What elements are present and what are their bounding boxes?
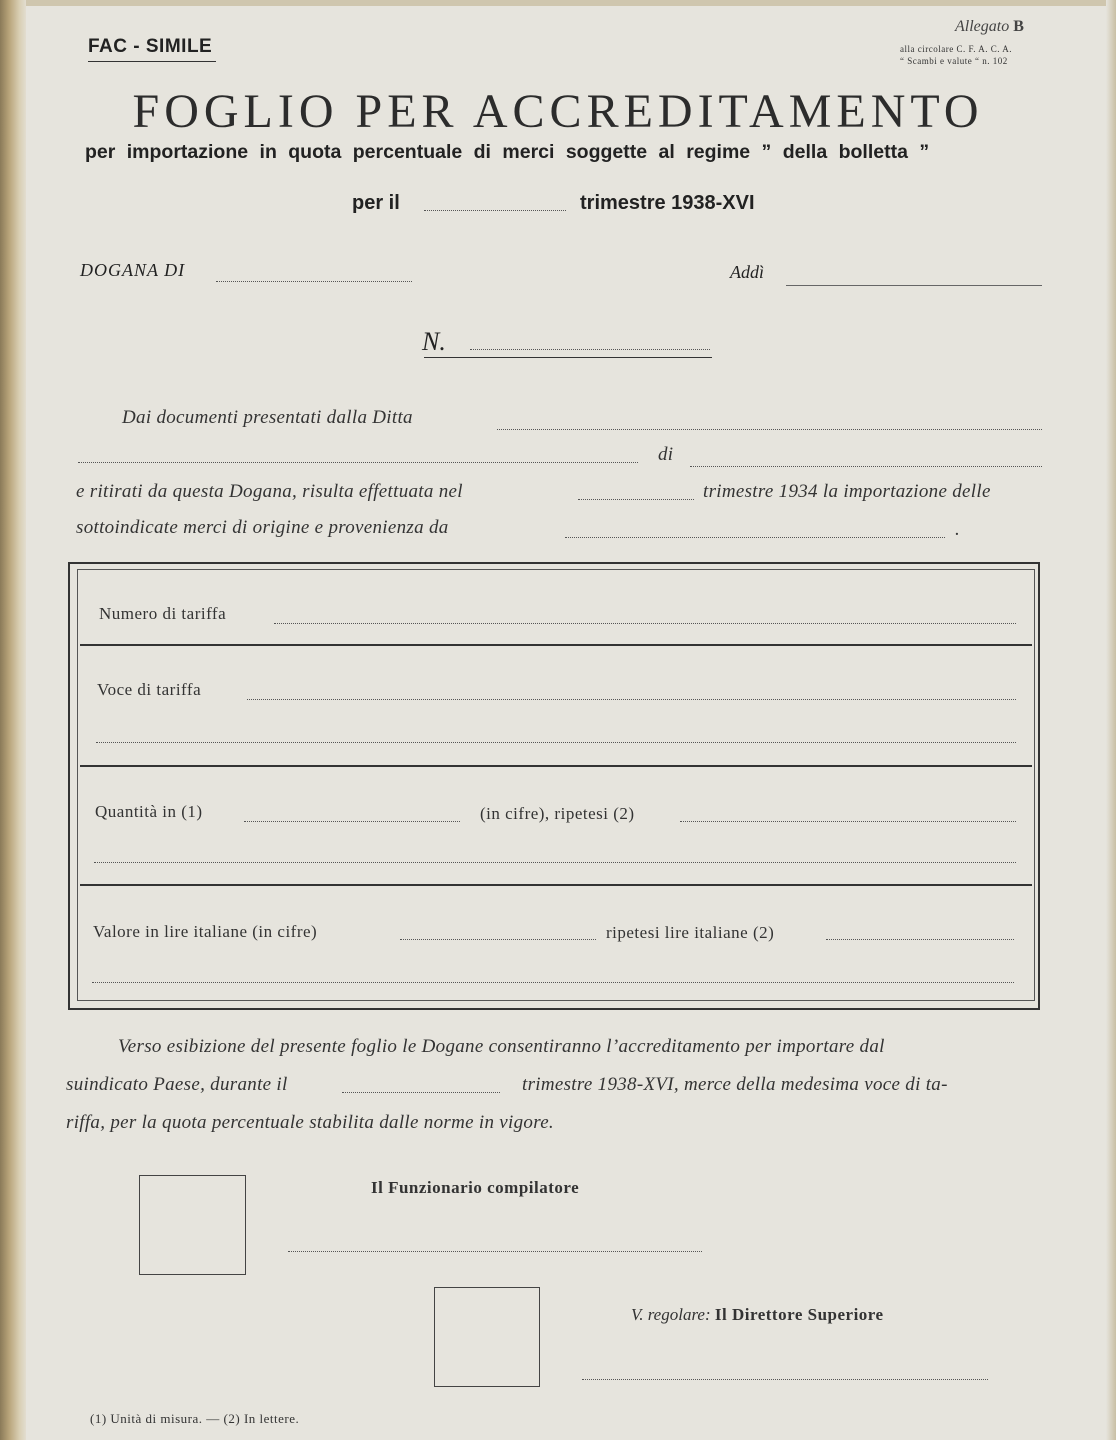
sottoindicate-label: sottoindicate merci di origine e provenienza da	[76, 517, 449, 538]
di-label: di	[658, 444, 674, 465]
quantita-field-2[interactable]	[94, 862, 1016, 863]
voce-tariffa-label: Voce di tariffa	[97, 680, 202, 699]
page-right-edge	[1106, 0, 1116, 1440]
addi-label: Addì	[730, 262, 764, 282]
row-separator-1	[80, 644, 1032, 646]
circolare-line-1: alla circolare C. F. A. C. A.	[900, 44, 1013, 54]
footnote: (1) Unità di misura. — (2) In lettere.	[90, 1411, 300, 1426]
direttore-signature-field[interactable]	[582, 1379, 988, 1380]
valore-lettere-field[interactable]	[826, 939, 1014, 940]
stamp-box-direttore	[434, 1287, 540, 1387]
trimestre-1934-label: trimestre 1934 la importazione delle	[703, 481, 991, 502]
dogana-label: DOGANA DI	[80, 260, 186, 280]
numero-tariffa-field[interactable]	[274, 623, 1016, 624]
ritirati-field[interactable]	[578, 499, 694, 500]
verso-trimestre-field[interactable]	[342, 1092, 500, 1093]
ditta-field[interactable]	[497, 429, 1042, 430]
valore-label: Valore in lire italiane (in cifre)	[93, 922, 318, 941]
verso-line-2a: suindicato Paese, durante il	[66, 1074, 288, 1095]
verso-line-3: riffa, per la quota percentuale stabilita dalle norme in vigore.	[66, 1112, 554, 1133]
quantita-lettere-field[interactable]	[680, 821, 1016, 822]
allegato-label	[955, 18, 1024, 36]
page-title: FOGLIO PER ACCREDITAMENTO	[132, 85, 984, 138]
number-underline	[424, 357, 712, 358]
allegato-text: Allegato	[955, 18, 1010, 35]
dogana-field[interactable]	[216, 281, 412, 282]
book-binding	[0, 0, 26, 1440]
provenienza-field[interactable]	[565, 537, 945, 538]
fac-simile-label: FAC - SIMILE	[88, 36, 213, 57]
voce-tariffa-field-2[interactable]	[96, 742, 1016, 743]
addi-field[interactable]	[786, 285, 1042, 286]
di-field[interactable]	[690, 466, 1042, 467]
v-regolare-label: V. regolare:	[631, 1305, 711, 1324]
numero-tariffa-label: Numero di tariffa	[99, 604, 227, 623]
funzionario-signature-field[interactable]	[288, 1251, 702, 1252]
period-field[interactable]	[424, 210, 566, 211]
fac-simile-underline	[88, 61, 216, 62]
funzionario-label: Il Funzionario compilatore	[371, 1178, 580, 1197]
period-prefix: per il	[352, 192, 400, 214]
number-field[interactable]	[470, 349, 710, 350]
verso-line-1: Verso esibizione del presente foglio le Dogane consentiranno l’accreditamento per importare dal	[118, 1036, 885, 1057]
ditta-field-2[interactable]	[78, 462, 638, 463]
number-label: N.	[422, 327, 446, 356]
row-separator-3	[80, 884, 1032, 886]
ritirati-label: e ritirati da questa Dogana, risulta effettuata nel	[76, 481, 463, 502]
allegato-letter: B	[1013, 18, 1024, 35]
verso-line-2b: trimestre 1938-XVI, merce della medesima voce di ta-	[522, 1074, 948, 1095]
period-suffix: trimestre 1938-XVI	[580, 192, 755, 214]
period-end: .	[955, 519, 961, 540]
valore-field-2[interactable]	[92, 982, 1014, 983]
valore-cifre-field[interactable]	[400, 939, 596, 940]
circolare-line-2: “ Scambi e valute “ n. 102	[900, 56, 1008, 66]
page-subtitle: per importazione in quota percentuale di merci soggette al regime ” della bolletta ”	[85, 141, 930, 163]
row-separator-2	[80, 765, 1032, 767]
direttore-superiore-label: Il Direttore Superiore	[714, 1305, 884, 1324]
in-cifre-label: (in cifre), ripetesi (2)	[480, 804, 635, 823]
direttore-label	[631, 1305, 884, 1325]
ditta-label: Dai documenti presentati dalla Ditta	[122, 407, 413, 428]
page-top-edge	[26, 0, 1116, 6]
quantita-cifre-field[interactable]	[244, 821, 460, 822]
stamp-box-funzionario	[139, 1175, 246, 1275]
ripetesi-lire-label: ripetesi lire italiane (2)	[606, 923, 775, 942]
quantita-label: Quantità in (1)	[95, 802, 203, 821]
voce-tariffa-field[interactable]	[247, 699, 1016, 700]
